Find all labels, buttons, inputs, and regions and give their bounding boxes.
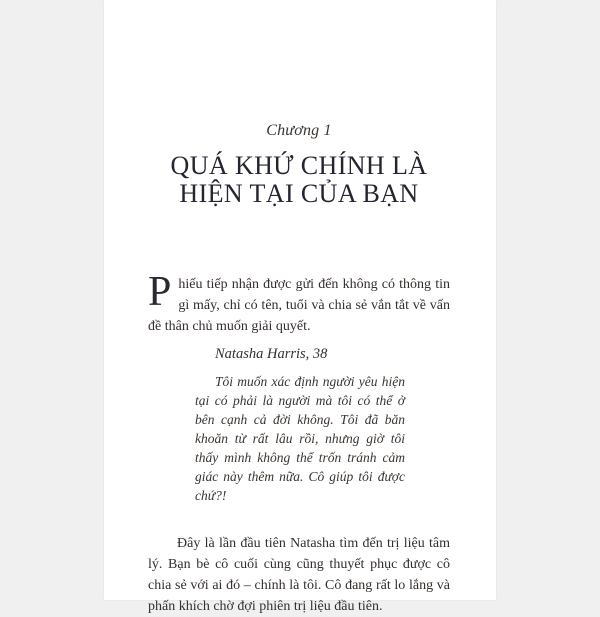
book-page (104, 0, 496, 614)
chapter-title-line-2: HIỆN TẠI CỦA BẠN (179, 179, 419, 208)
chapter-label: Chương 1 (266, 122, 332, 139)
client-quote: Tôi muốn xác định người yêu hiện tại có phải là người mà tôi có thể ở bên cạnh cả đời không. Tôi đã băn khoăn từ rất lâu rồi, nhưng giờ tôi thấy mình không thể trốn tránh cảm giác này thêm nữa. Cô giúp tôi được chứ?! (195, 374, 405, 503)
drop-cap-letter: P (148, 269, 172, 315)
client-attribution: Natasha Harris, 38 (215, 346, 328, 362)
closing-paragraph: Đây là lần đầu tiên Natasha tìm đến trị liệu tâm lý. Bạn bè cô cuối cùng cũng thuyết phục được cô chia sẻ với ai đó – chính là tôi. Cô đang rất lo lắng và phấn khích chờ đợi phiên trị liệu đầu tiên. (148, 536, 450, 614)
chapter-title-line-1: QUÁ KHỨ CHÍNH LÀ (170, 151, 428, 180)
intro-paragraph (148, 269, 450, 337)
intro-paragraph-text: hiếu tiếp nhận được gửi đến không có thông tin gì mấy, chỉ có tên, tuổi và chia sẻ vắn tắt về vấn đề thân chủ muốn giải quyết. (148, 277, 450, 334)
chapter-title (148, 152, 450, 208)
